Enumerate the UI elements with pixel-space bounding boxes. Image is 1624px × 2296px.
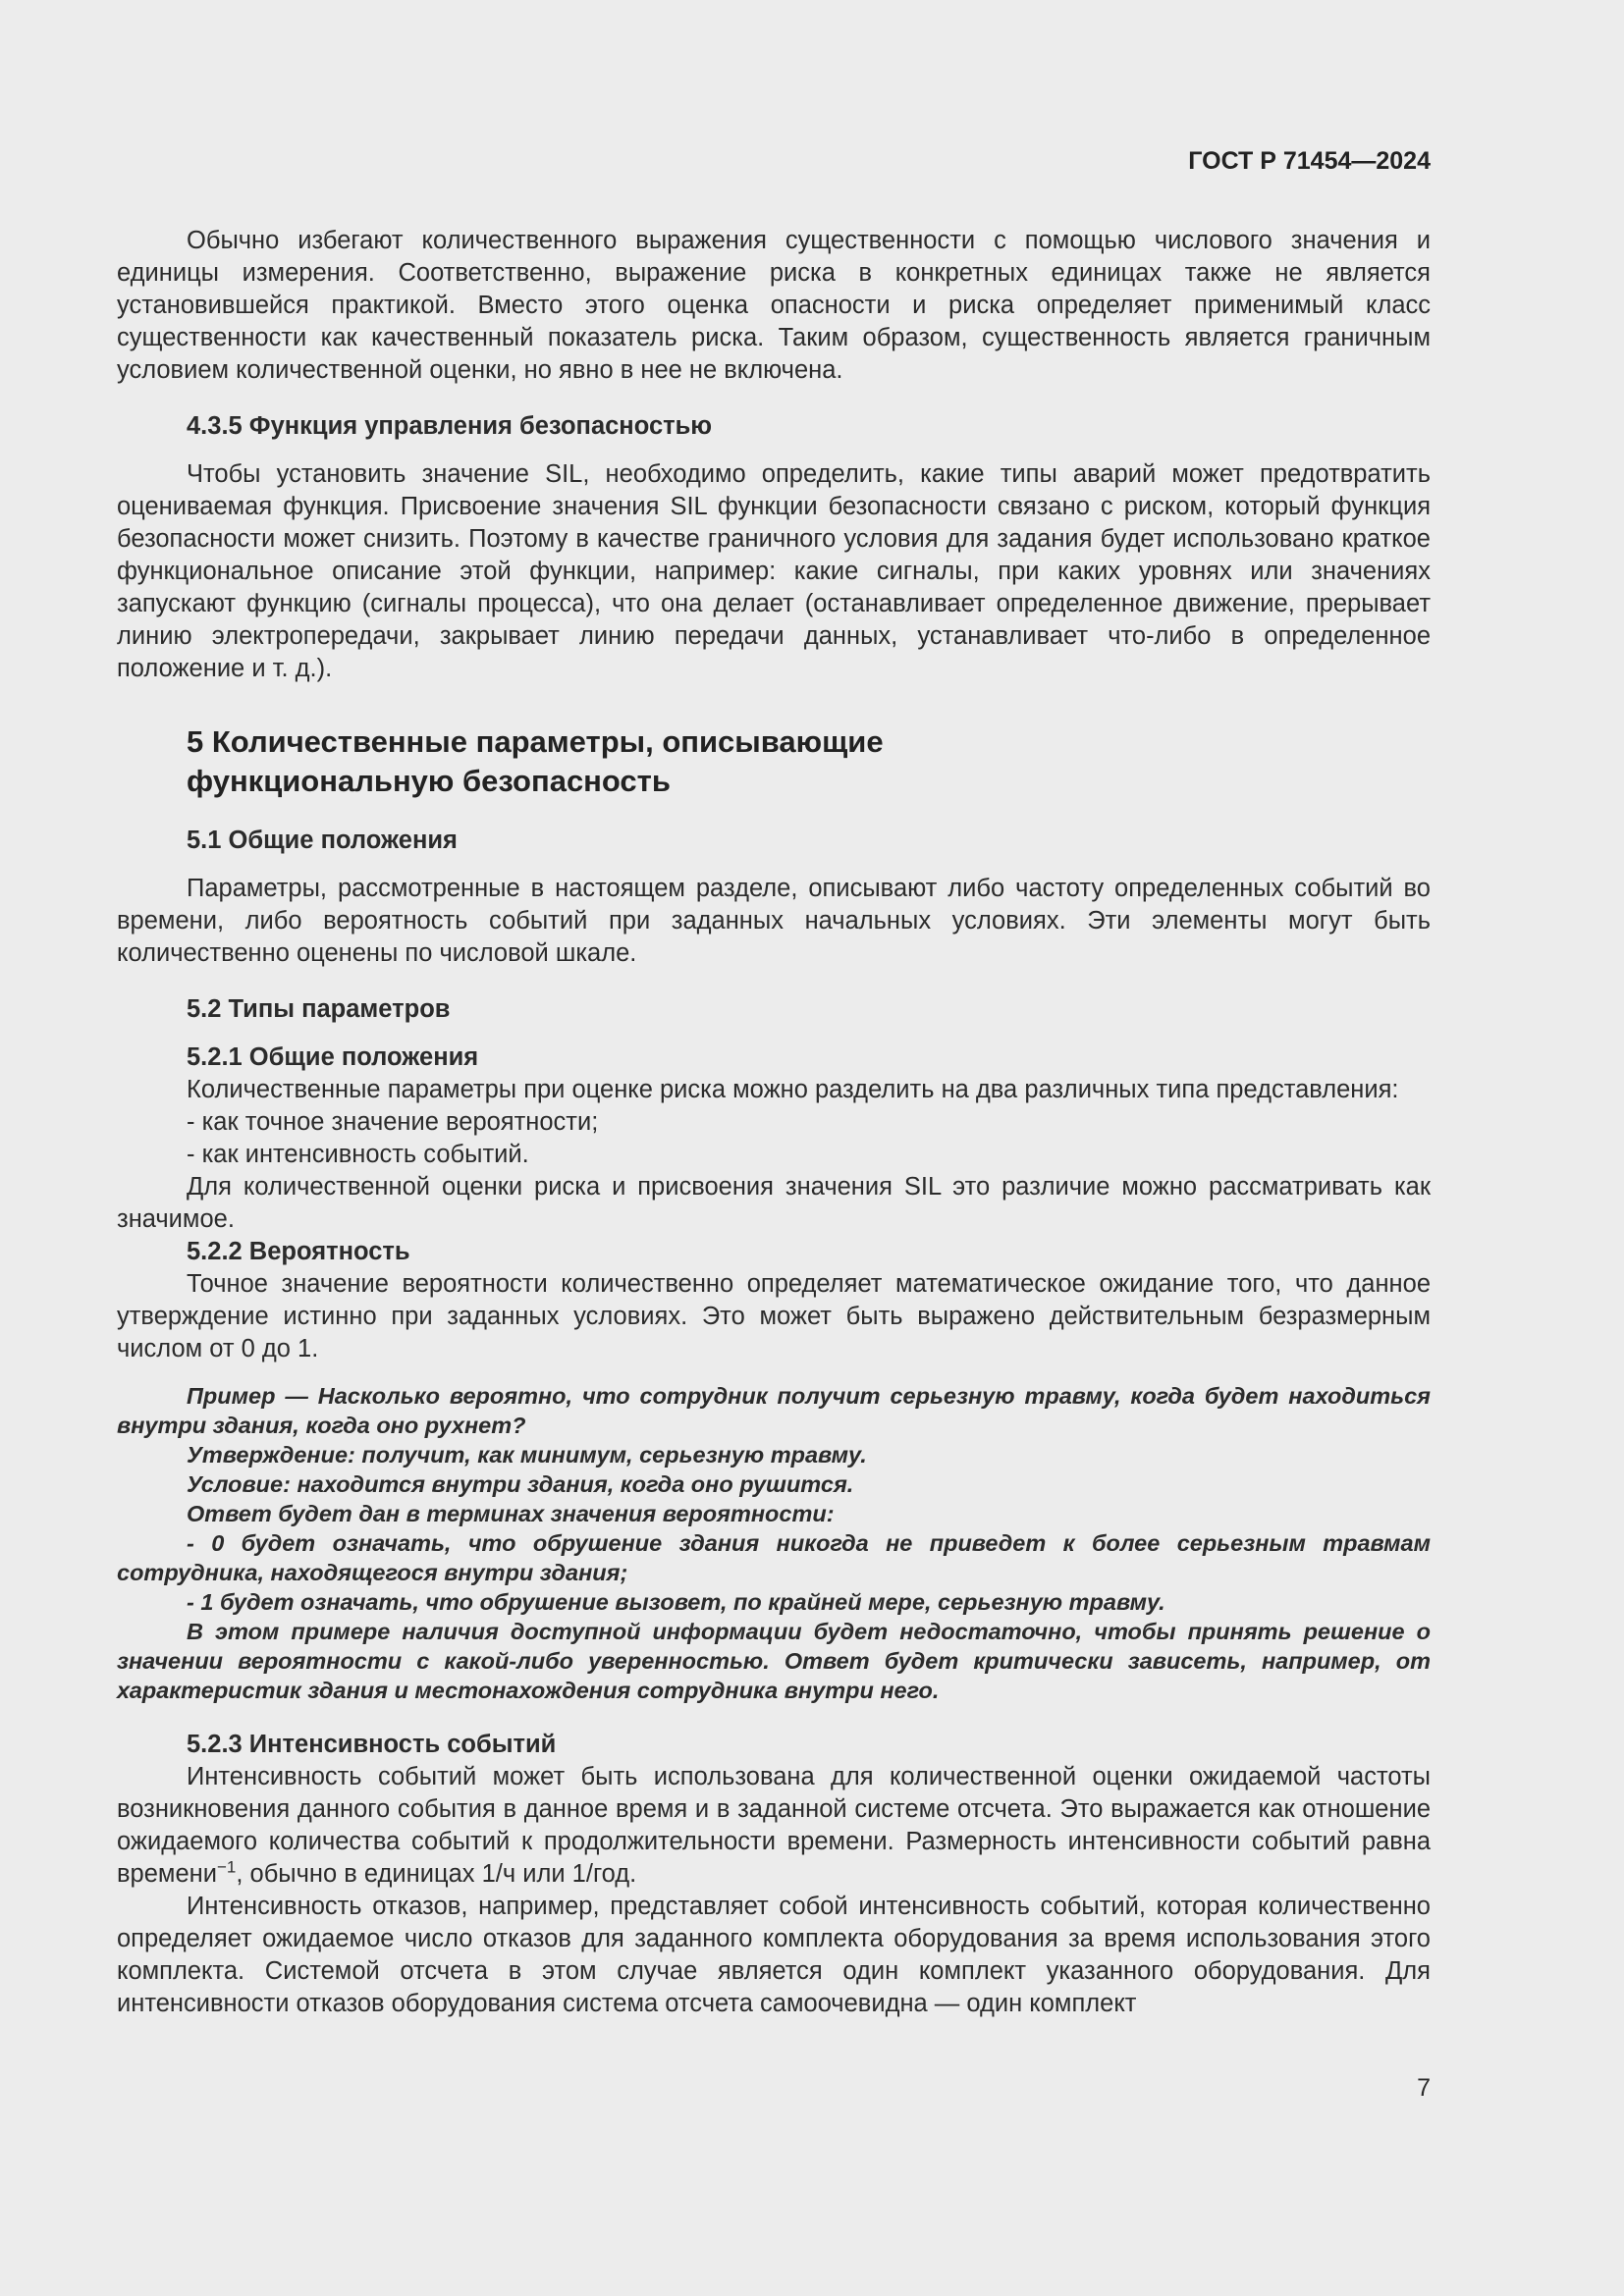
paragraph-probability: Точное значение вероятности количественно определяет математическое ожидание того, что данное утверждение истинно при заданных условиях. Это может быть выражено действительным безразмерным числом от 0 до 1. <box>117 1270 1431 1362</box>
document-header: ГОСТ Р 71454—2024 <box>1188 147 1431 175</box>
paragraph-failure-rate: Интенсивность отказов, например, представляет собой интенсивность событий, которая количественно определяет ожидаемое число отказов для заданного комплекта оборудования за время использования этого комплекта. Системой отсчета в этом случае является один комплект указанного оборудования. Для интенсивности отказов оборудования система отсчета самоочевидна — один комплект <box>117 1893 1431 2017</box>
paragraph-parameters: Параметры, рассмотренные в настоящем разделе, описывают либо частоту определенных событий во времени, либо вероятность событий при заданных начальных условиях. Эти элементы могут быть количественно оценены по числовой шкале. <box>117 875 1431 967</box>
paragraph-significance: Обычно избегают количественного выражения существенности с помощью числового значения и единицы измерения. Соответственно, выражение риска в конкретных единицах также не является установившейся практикой. Вместо этого оценка опасности и риска определяет применимый класс существенности как качественный показатель риска. Таким образом, существенность является граничным условием количественной оценки, но явно в нее не включена. <box>117 227 1431 384</box>
list-item: - как точное значение вероятности; <box>187 1108 599 1136</box>
paragraph-distinction: Для количественной оценки риска и присвоения значения SIL это различие можно рассматривать как значимое. <box>117 1173 1431 1233</box>
example-line: - 1 будет означать, что обрушение вызовет, по крайней мере, серьезную травму. <box>187 1589 1165 1615</box>
example-line: Условие: находится внутри здания, когда оно рушится. <box>187 1471 854 1497</box>
document-body <box>117 225 1431 2020</box>
paragraph-types: Количественные параметры при оценке риска можно разделить на два различных типа представления: <box>187 1076 1399 1103</box>
heading-5-2: 5.2 Типы параметров <box>187 995 451 1023</box>
paragraph-safety-function: Чтобы установить значение SIL, необходимо определить, какие типы аварий может предотвратить оцениваемая функция. Присвоение значения SIL функции безопасности связано с риском, который функция безопасности может снизить. Поэтому в качестве граничного условия для задания будет использовано краткое функциональное описание этой функции, например: какие сигналы, при каких уровнях или значениях запускают функцию (сигналы процесса), что она делает (останавливает определенное движение, прерывает линию электропередачи, закрывает линию передачи данных, устанавливает что-либо в определенное положение и т. д.). <box>117 460 1431 682</box>
heading-5-2-2: 5.2.2 Вероятность <box>187 1238 410 1265</box>
heading-5-2-3: 5.2.3 Интенсивность событий <box>187 1731 557 1758</box>
section-5-heading-line2: функциональную безопасность <box>187 764 671 798</box>
example-line: Ответ будет дан в терминах значения вероятности: <box>187 1501 835 1526</box>
heading-5-1: 5.1 Общие положения <box>187 827 458 854</box>
exponent: −1 <box>216 1857 237 1877</box>
event-rate-units: , обычно в единицах 1/ч или 1/год. <box>236 1860 637 1888</box>
list-item: - как интенсивность событий. <box>187 1141 529 1168</box>
example-line: Пример — Насколько вероятно, что сотрудник получит серьезную травму, когда будет находиться внутри здания, когда оно рухнет? <box>117 1383 1431 1438</box>
example-line: Утверждение: получит, как минимум, серьезную травму. <box>187 1442 867 1468</box>
example-block <box>117 1381 1431 1705</box>
heading-4-3-5: 4.3.5 Функция управления безопасностью <box>187 412 713 440</box>
section-5-heading <box>117 722 1431 801</box>
paragraph-event-rate <box>117 1761 1431 1891</box>
example-line: В этом примере наличия доступной информации будет недостаточно, чтобы принять решение о значении вероятности с какой-либо уверенностью. Ответ будет критически зависеть, например, от характеристик здания и местонахождения сотрудника внутри него. <box>117 1619 1431 1703</box>
section-5-heading-line1: 5 Количественные параметры, описывающие <box>187 724 884 759</box>
event-rate-text: Интенсивность событий может быть использована для количественной оценки ожидаемой частоты возникновения данного события в данное время и в заданной системе отсчета. Это выражается как отношение ожидаемого количества событий к продолжительности времени. Размерность интенсивности событий равна времени <box>117 1763 1431 1888</box>
example-line: - 0 будет означать, что обрушение здания никогда не приведет к более серьезным травмам сотрудника, находящегося внутри здания; <box>117 1530 1431 1585</box>
page-number: 7 <box>1417 2074 1431 2102</box>
heading-5-2-1: 5.2.1 Общие положения <box>187 1043 479 1071</box>
